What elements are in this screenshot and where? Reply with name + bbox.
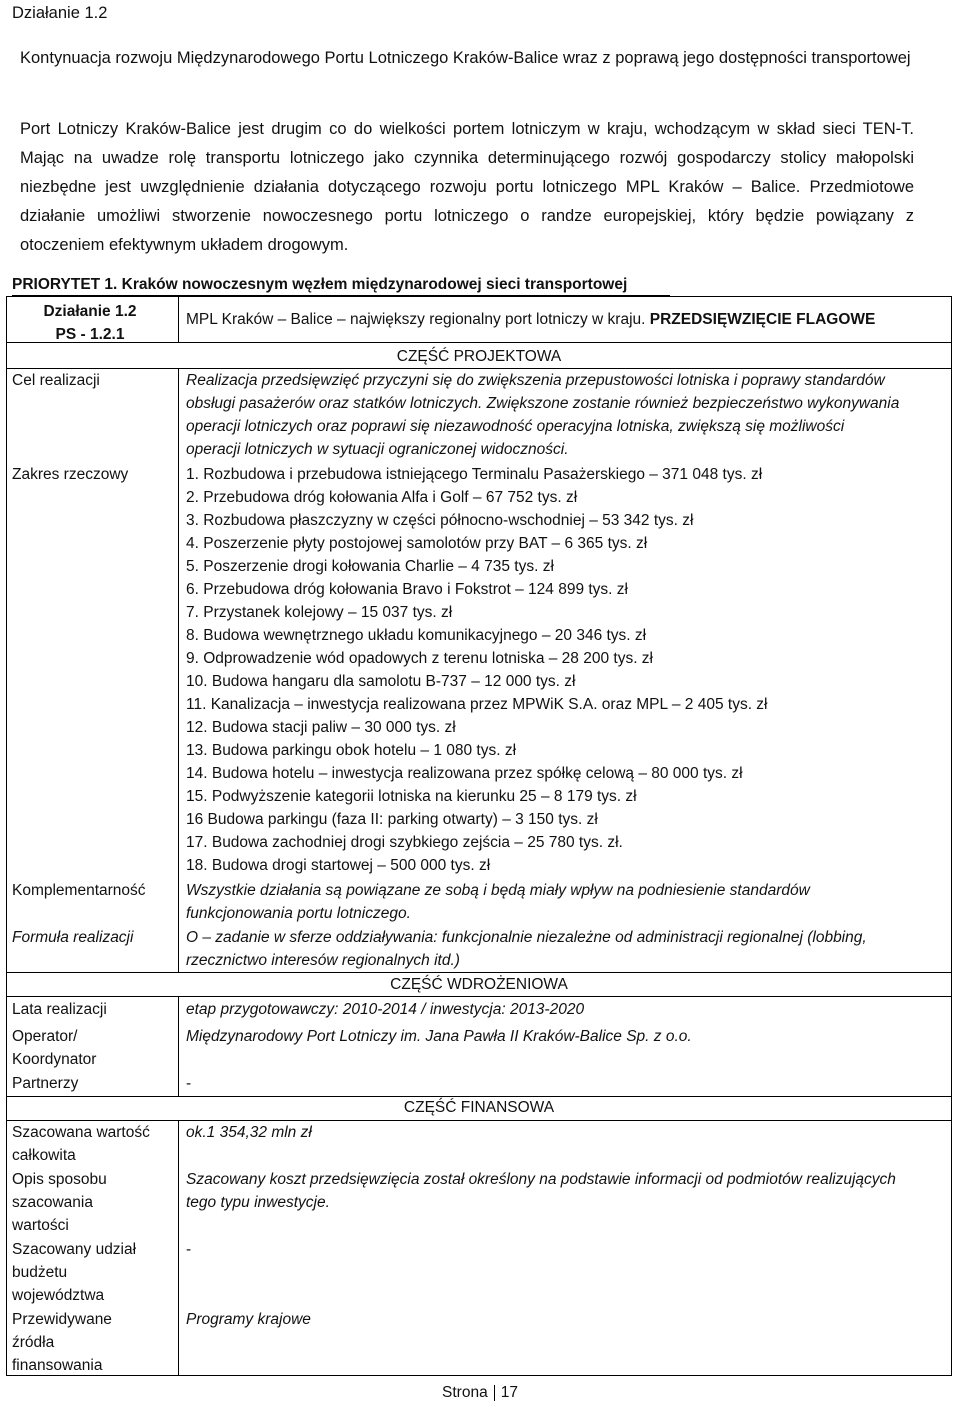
project-title-line (186, 311, 875, 329)
formula-label: Formuła realizacji (12, 929, 134, 946)
column-divider (178, 368, 179, 972)
partnerzy-text: - (186, 1075, 192, 1092)
footer-label: Strona (442, 1384, 488, 1401)
lata-text: etap przygotowawczy: 2010-2014 / inwestycja: 2013-2020 (186, 1001, 585, 1018)
zakres-item: 17. Budowa zachodniej drogi szybkiego zejścia – 25 780 tys. zł. (186, 834, 623, 851)
column-divider (178, 1120, 179, 1376)
zakres-item: 11. Kanalizacja – inwestycja realizowana przez MPWiK S.A. oraz MPL – 2 405 tys. zł (186, 696, 768, 713)
wartosc-label: Szacowana wartość całkowita (12, 1124, 150, 1164)
column-divider (178, 996, 179, 1096)
zakres-item: 18. Budowa drogi startowej – 500 000 tys. zł (186, 857, 491, 874)
zakres-list (186, 463, 901, 877)
priority-title: Kraków nowoczesnym węzłem międzynarodowej sieci transportowej (121, 276, 628, 293)
row-divider (6, 996, 952, 997)
zakres-item: 8. Budowa wewnętrznego układu komunikacyjnego – 20 346 tys. zł (186, 627, 647, 644)
zakres-item: 7. Przystanek kolejowy – 15 037 tys. zł (186, 604, 453, 621)
row-divider (6, 342, 952, 343)
wartosc-text: ok.1 354,32 mln zł (186, 1124, 312, 1141)
cel-text: Realizacja przedsięwzięć przyczyni się do zwiększenia przepustowości lotniska i poprawy standardów obsługi pasażerów oraz statków lotniczych. Zwiększone zostanie również bezpieczeństwo wykonywania operacji lotniczych oraz poprawi się niezawodność operacyjna lotniska, zwiększą się możliwości operacji lotniczych w sytuacji ograniczonej widoczności. (186, 372, 900, 458)
section-heading: Działanie 1.2 (12, 4, 108, 22)
operator-label: Operator/ Koordynator (12, 1028, 97, 1068)
zakres-item: 5. Poszerzenie drogi kołowania Charlie – 4 735 tys. zł (186, 558, 554, 575)
flagship-label: PRZEDSIĘWZIĘCIE FLAGOWE (649, 311, 876, 328)
partnerzy-label: Partnerzy (12, 1075, 79, 1092)
zakres-item: 16 Budowa parkingu (faza II: parking otwarty) – 3 150 tys. zł (186, 811, 598, 828)
formula-text: O – zadanie w sferze oddziaływania: funkcjonalnie niezależne od administracji regionalnej (lobbing, rzecznictwo interesów regionalnych itd.) (186, 929, 867, 969)
cel-label: Cel realizacji (12, 372, 100, 389)
zakres-item: 2. Przebudowa dróg kołowania Alfa i Golf – 67 752 tys. zł (186, 489, 578, 506)
operator-text: Międzynarodowy Port Lotniczy im. Jana Pawła II Kraków-Balice Sp. z o.o. (186, 1028, 692, 1045)
zrodla-text: Programy krajowe (186, 1311, 311, 1328)
udzial-label: Szacowany udział budżetu województwa (12, 1241, 137, 1304)
project-id (20, 300, 160, 346)
zakres-item: 14. Budowa hotelu – inwestycja realizowana przez spółkę celową – 80 000 tys. zł (186, 765, 743, 782)
zakres-item: 15. Podwyższenie kategorii lotniska na kierunku 25 – 8 179 tys. zł (186, 788, 637, 805)
opis-text: Szacowany koszt przedsięwzięcia został określony na podstawie informacji od podmiotów realizujących tego typu inwestycje. (186, 1171, 896, 1211)
zakres-item: 6. Przebudowa dróg kołowania Bravo i Fokstrot – 124 899 tys. zł (186, 581, 628, 598)
project-title: MPL Kraków – Balice – największy regionalny port lotniczy w kraju. (186, 311, 646, 328)
zakres-item: 4. Poszerzenie płyty postojowej samolotów przy BAT – 6 365 tys. zł (186, 535, 648, 552)
section-wdrozeniowa: CZĘŚĆ WDROŻENIOWA (390, 976, 568, 993)
footer-separator (494, 1385, 495, 1401)
intro-title: Kontynuacja rozwoju Międzynarodowego Portu Lotniczego Kraków-Balice wraz z poprawą jego dostępności transportowej (20, 49, 911, 67)
zrodla-label: Przewidywane źródła finansowania (12, 1311, 112, 1374)
priority-heading (12, 276, 670, 296)
komplementarnosc-text: Wszystkie działania są powiązane ze sobą i będą miały wpływ na podniesienie standardów funkcjonowania portu lotniczego. (186, 882, 810, 922)
project-action: Działanie 1.2 (43, 303, 137, 320)
zakres-item: 1. Rozbudowa i przebudowa istniejącego Terminalu Pasażerskiego – 371 048 tys. zł (186, 466, 763, 483)
section-finansowa: CZĘŚĆ FINANSOWA (403, 1099, 555, 1116)
zakres-item: 9. Odprowadzenie wód opadowych z terenu lotniska – 28 200 tys. zł (186, 650, 653, 667)
page-footer (0, 1384, 960, 1402)
priority-prefix: PRIORYTET 1. (12, 276, 118, 293)
zakres-item: 12. Budowa stacji paliw – 30 000 tys. zł (186, 719, 456, 736)
komplementarnosc-label: Komplementarność (12, 882, 146, 899)
column-divider (178, 296, 179, 342)
intro-body: Port Lotniczy Kraków-Balice jest drugim co do wielkości portem lotniczym w kraju, wchodzącym w skład sieci TEN-T. Mając na uwadze rolę transportu lotniczego jako czynnika determinującego rozwój gospodarczy stolicy małopolski niezbędne jest uwzględnienie działania dotyczącego rozwoju portu lotniczego MPL Kraków – Balice. Przedmiotowe działanie umożliwi stworzenie nowoczesnego portu lotniczego o randze europejskiej, który będzie powiązany z otoczeniem efektywnym układem drogowym. (20, 120, 914, 254)
lata-label: Lata realizacji (12, 1001, 107, 1018)
zakres-item: 3. Rozbudowa płaszczyzny w części północno-wschodniej – 53 342 tys. zł (186, 512, 694, 529)
zakres-label: Zakres rzeczowy (12, 466, 129, 483)
zakres-item: 10. Budowa hangaru dla samolotu B-737 – 12 000 tys. zł (186, 673, 576, 690)
section-projektowa: CZĘŚĆ PROJEKTOWA (396, 348, 562, 365)
opis-label: Opis sposobu szacowania wartości (12, 1171, 107, 1234)
zakres-item: 13. Budowa parkingu obok hotelu – 1 080 tys. zł (186, 742, 517, 759)
udzial-text: - (186, 1241, 192, 1258)
page-number: 17 (500, 1384, 518, 1401)
project-ps: PS - 1.2.1 (55, 326, 125, 343)
